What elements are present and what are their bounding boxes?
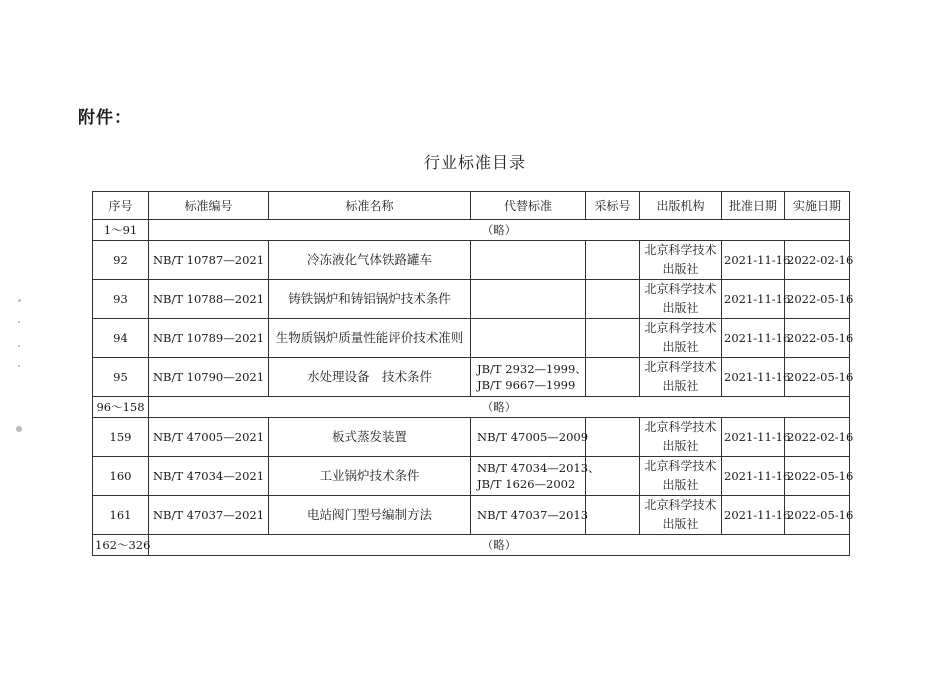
row-effective: 2022-05-16: [785, 496, 850, 535]
row-adopted: [586, 418, 640, 457]
row-name: 水处理设备 技术条件: [269, 358, 471, 397]
table-row: [93, 358, 850, 397]
row-replaces: [471, 280, 586, 319]
scan-mark: [18, 299, 21, 302]
table-row: [93, 280, 850, 319]
row-approved: 2021-11-16: [722, 457, 785, 496]
row-adopted: [586, 241, 640, 280]
row-publisher: 北京科学技术 出版社: [640, 457, 722, 496]
row-publisher: 北京科学技术 出版社: [640, 418, 722, 457]
row-replaces: NB/T 47005—2009: [471, 418, 586, 457]
row-publisher: 北京科学技术 出版社: [640, 319, 722, 358]
row-code: NB/T 10789—2021: [149, 319, 269, 358]
standards-catalog-table: [92, 191, 854, 556]
col-header-approved: 批准日期: [722, 192, 785, 220]
col-header-name: 标准名称: [269, 192, 471, 220]
row-code: NB/T 10790—2021: [149, 358, 269, 397]
scan-mark: [18, 345, 20, 347]
row-replaces: [471, 241, 586, 280]
row-adopted: [586, 358, 640, 397]
row-approved: 2021-11-16: [722, 319, 785, 358]
row-seq: 161: [93, 496, 149, 535]
row-seq: 159: [93, 418, 149, 457]
omitted-note: （略）: [149, 397, 850, 418]
row-code: NB/T 10787—2021: [149, 241, 269, 280]
col-header-code: 标准编号: [149, 192, 269, 220]
row-approved: 2021-11-16: [722, 280, 785, 319]
header-row: [93, 192, 850, 220]
row-effective: 2022-02-16: [785, 418, 850, 457]
row-publisher: 北京科学技术 出版社: [640, 241, 722, 280]
row-effective: 2022-05-16: [785, 319, 850, 358]
row-seq: 92: [93, 241, 149, 280]
scan-mark: [18, 365, 20, 367]
col-header-effective: 实施日期: [785, 192, 850, 220]
row-effective: 2022-05-16: [785, 358, 850, 397]
table-row: [93, 496, 850, 535]
row-approved: 2021-11-16: [722, 496, 785, 535]
row-code: NB/T 47005—2021: [149, 418, 269, 457]
row-publisher: 北京科学技术 出版社: [640, 496, 722, 535]
row-seq: 162～326: [93, 535, 149, 556]
omitted-row: [93, 220, 850, 241]
row-code: NB/T 47037—2021: [149, 496, 269, 535]
row-seq: 160: [93, 457, 149, 496]
row-name: 冷冻液化气体铁路罐车: [269, 241, 471, 280]
scan-mark: [16, 426, 22, 432]
row-code: NB/T 10788—2021: [149, 280, 269, 319]
row-effective: 2022-05-16: [785, 457, 850, 496]
row-effective: 2022-05-16: [785, 280, 850, 319]
table-row: [93, 319, 850, 358]
col-header-publisher: 出版机构: [640, 192, 722, 220]
row-name: 铸铁锅炉和铸铝锅炉技术条件: [269, 280, 471, 319]
row-replaces: NB/T 47037—2013: [471, 496, 586, 535]
row-approved: 2021-11-16: [722, 241, 785, 280]
col-header-adopted: 采标号: [586, 192, 640, 220]
row-seq: 93: [93, 280, 149, 319]
row-publisher: 北京科学技术 出版社: [640, 280, 722, 319]
row-replaces: JB/T 2932—1999、 JB/T 9667—1999: [471, 358, 586, 397]
omitted-note: （略）: [149, 220, 850, 241]
row-name: 电站阀门型号编制方法: [269, 496, 471, 535]
row-name: 工业锅炉技术条件: [269, 457, 471, 496]
document-title: 行业标准目录: [423, 153, 526, 172]
row-replaces: [471, 319, 586, 358]
row-seq: 1～91: [93, 220, 149, 241]
table-row: [93, 241, 850, 280]
row-approved: 2021-11-16: [722, 418, 785, 457]
row-seq: 95: [93, 358, 149, 397]
row-adopted: [586, 496, 640, 535]
row-adopted: [586, 280, 640, 319]
table-row: [93, 418, 850, 457]
row-name: 生物质锅炉质量性能评价技术准则: [269, 319, 471, 358]
row-publisher: 北京科学技术 出版社: [640, 358, 722, 397]
omitted-row: [93, 535, 850, 556]
row-replaces: NB/T 47034—2013、 JB/T 1626—2002: [471, 457, 586, 496]
row-approved: 2021-11-16: [722, 358, 785, 397]
scan-mark: [18, 321, 20, 323]
attachment-label: 附件：: [78, 108, 132, 128]
row-adopted: [586, 319, 640, 358]
omitted-row: [93, 397, 850, 418]
row-name: 板式蒸发装置: [269, 418, 471, 457]
omitted-note: （略）: [149, 535, 850, 556]
col-header-replaces: 代替标准: [471, 192, 586, 220]
row-effective: 2022-02-16: [785, 241, 850, 280]
row-seq: 94: [93, 319, 149, 358]
col-header-seq: 序号: [93, 192, 149, 220]
table-row: [93, 457, 850, 496]
row-code: NB/T 47034—2021: [149, 457, 269, 496]
row-seq: 96～158: [93, 397, 149, 418]
